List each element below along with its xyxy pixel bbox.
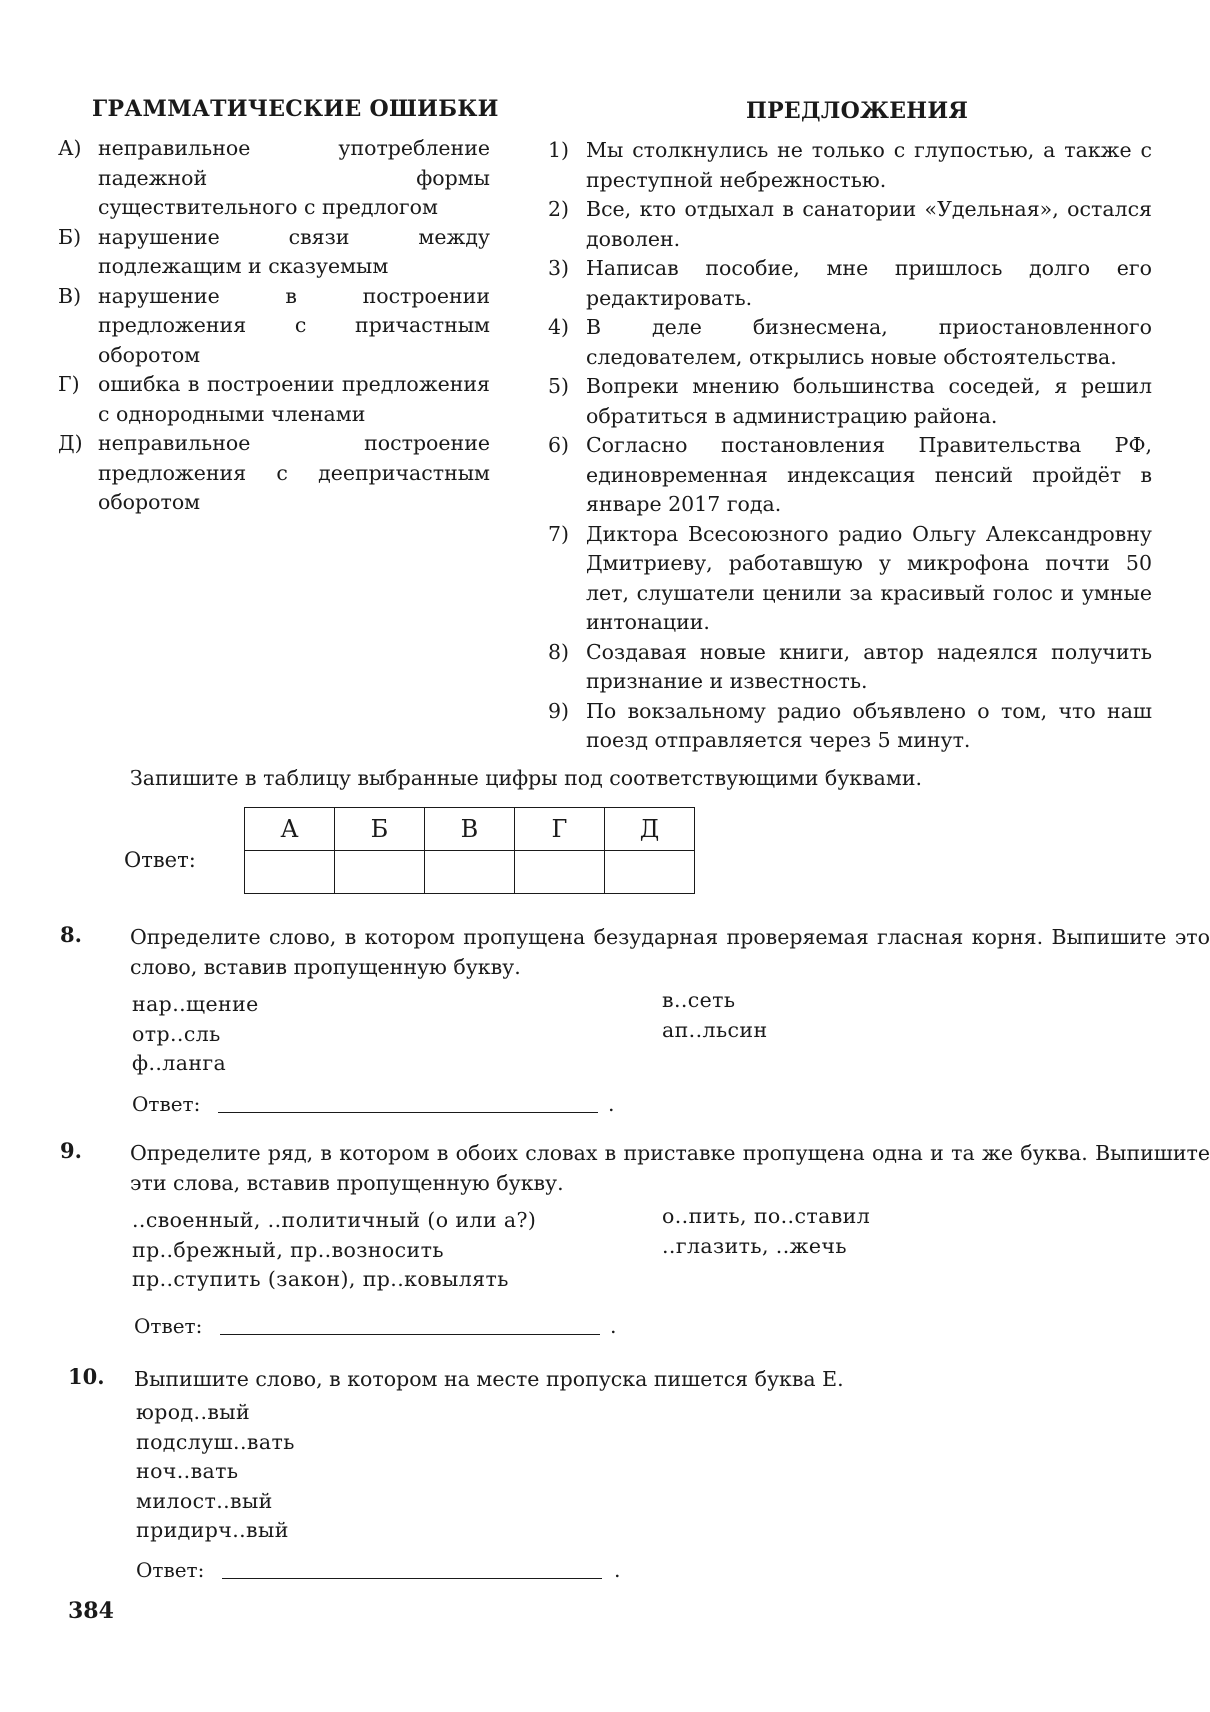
sentence-text: Все, кто отдыхал в санатории «Удельная», остался доволен. — [586, 197, 1152, 251]
error-item — [58, 223, 490, 282]
table-instruction: Запишите в таблицу выбранные цифры под соответствующими буквами. — [130, 766, 923, 790]
sentence-number: 2) — [548, 197, 570, 221]
answer-line-8[interactable] — [218, 1098, 598, 1113]
sentences-list — [548, 136, 1152, 756]
sentences-header: ПРЕДЛОЖЕНИЯ — [746, 98, 969, 124]
error-letter: Б) — [58, 224, 82, 249]
task-number: 8. — [60, 922, 82, 947]
sentence-item — [548, 431, 1152, 520]
error-letter: Г) — [58, 372, 80, 396]
error-letter: Д) — [58, 431, 83, 455]
answer-cell-b[interactable] — [335, 851, 425, 894]
task-question: Определите слово, в котором пропущена безударная проверяемая гласная корня. Выпишите это слово, вставив пропущенную букву. — [130, 925, 1210, 979]
answer-line-10[interactable] — [222, 1564, 602, 1579]
error-item — [58, 134, 490, 223]
errors-header: ГРАММАТИЧЕСКИЕ ОШИБКИ — [92, 96, 499, 122]
sentence-number: 3) — [548, 256, 570, 280]
sentence-item — [548, 372, 1152, 431]
word-option: пр..брежный, пр..возносить — [132, 1237, 444, 1262]
answer-table — [244, 807, 695, 894]
answer-label: Ответ: — [134, 1314, 203, 1338]
answer-table-header: Д — [605, 808, 695, 851]
answer-table-header: А — [245, 808, 335, 851]
page-number: 384 — [68, 1598, 114, 1624]
word-option: ..своенный, ..политичный (о или а?) — [132, 1208, 537, 1232]
answer-label: Ответ: — [124, 848, 196, 872]
answer-table-input-row — [245, 851, 695, 894]
answer-label: Ответ: — [136, 1558, 205, 1582]
sentence-text: Создавая новые книги, автор надеялся получить признание и известность. — [586, 639, 1152, 693]
error-item — [58, 370, 490, 429]
answer-line-9[interactable] — [220, 1320, 600, 1335]
error-item — [58, 282, 490, 371]
sentence-number: 1) — [548, 138, 570, 162]
answer-table-header: Б — [335, 808, 425, 851]
sentence-item — [548, 697, 1152, 756]
answer-cell-g[interactable] — [515, 851, 605, 894]
sentence-text: Мы столкнулись не только с глупостью, а также с преступной небрежностью. — [586, 138, 1152, 192]
sentence-number: 4) — [548, 315, 570, 339]
sentence-number: 9) — [548, 698, 570, 723]
task-8-options-right — [662, 986, 768, 1045]
sentence-item — [548, 136, 1152, 195]
answer-cell-a[interactable] — [245, 851, 335, 894]
answer-dot: . — [614, 1558, 621, 1582]
word-option: пр..ступить (закон), пр..ковылять — [132, 1267, 509, 1291]
sentence-number: 7) — [548, 521, 570, 546]
word-option: подслуш..вать — [136, 1429, 295, 1454]
word-option: юрод..вый — [136, 1400, 251, 1424]
sentence-item — [548, 520, 1152, 638]
error-text: неправильное употребление падежной формы существительного с предлогом — [98, 136, 490, 219]
task-number: 10. — [68, 1364, 105, 1389]
sentence-text: В деле бизнесмена, приостановленного следователем, открылись новые обстоятельства. — [586, 315, 1152, 369]
sentence-item — [548, 313, 1152, 372]
sentence-item — [548, 638, 1152, 697]
word-option: отр..сль — [132, 1021, 221, 1046]
sentence-number: 6) — [548, 433, 570, 457]
answer-table-header-row — [245, 808, 695, 851]
sentence-number: 5) — [548, 374, 570, 398]
error-text: нарушение связи между подлежащим и сказуемым — [98, 224, 490, 278]
error-text: нарушение в построении предложения с причастным оборотом — [98, 283, 490, 367]
error-text: ошибка в построении предложения с однородными членами — [98, 372, 490, 426]
task-9-options-left — [132, 1206, 536, 1295]
sentence-text: Согласно постановления Правительства РФ, единовременная индексация пенсий пройдёт в январе 2017 года. — [586, 433, 1152, 516]
sentence-text: Диктора Всесоюзного радио Ольгу Александровну Дмитриеву, работавшую у микрофона почти 50 лет, слушатели ценили за красивый голос и умные интонации. — [586, 521, 1152, 634]
errors-list — [58, 134, 490, 518]
answer-cell-d[interactable] — [605, 851, 695, 894]
word-option: ап..льсин — [662, 1017, 768, 1042]
answer-table-header: В — [425, 808, 515, 851]
sentence-text: Написав пособие, мне пришлось долго его редактировать. — [586, 256, 1152, 310]
sentence-text: Вопреки мнению большинства соседей, я решил обратиться в администрацию района. — [586, 374, 1152, 428]
word-option: о..пить, по..ставил — [662, 1204, 871, 1228]
answer-label: Ответ: — [132, 1092, 201, 1116]
sentence-number: 8) — [548, 639, 570, 664]
answer-dot: . — [610, 1314, 617, 1338]
task-question: Выпишите слово, в котором на месте пропуска пишется буква Е. — [134, 1367, 844, 1391]
sentence-item — [548, 254, 1152, 313]
word-option: ф..ланга — [132, 1051, 227, 1075]
sentence-item — [548, 195, 1152, 254]
task-9-options-right — [662, 1202, 870, 1261]
error-item — [58, 429, 490, 518]
task-number: 9. — [60, 1138, 82, 1163]
error-text: неправильное построение предложения с деепричастным оборотом — [98, 431, 490, 514]
word-option: придирч..вый — [136, 1518, 289, 1542]
task-8-options-left — [132, 990, 259, 1079]
answer-dot: . — [608, 1092, 615, 1116]
sentence-text: По вокзальному радио объявлено о том, что наш поезд отправляется через 5 минут. — [586, 698, 1152, 752]
word-option: ..глазить, ..жечь — [662, 1233, 847, 1258]
word-option: милост..вый — [136, 1488, 273, 1513]
word-option: нар..щение — [132, 992, 259, 1016]
error-letter: А) — [58, 136, 82, 160]
task-question: Определите ряд, в котором в обоих словах в приставке пропущена одна и та же буква. Выпишите эти слова, вставив пропущенную букву. — [130, 1141, 1210, 1195]
word-option: в..сеть — [662, 988, 736, 1012]
word-option: ноч..вать — [136, 1459, 239, 1483]
answer-cell-v[interactable] — [425, 851, 515, 894]
error-letter: В) — [58, 283, 82, 308]
task-10-options — [136, 1398, 295, 1546]
answer-table-header: Г — [515, 808, 605, 851]
